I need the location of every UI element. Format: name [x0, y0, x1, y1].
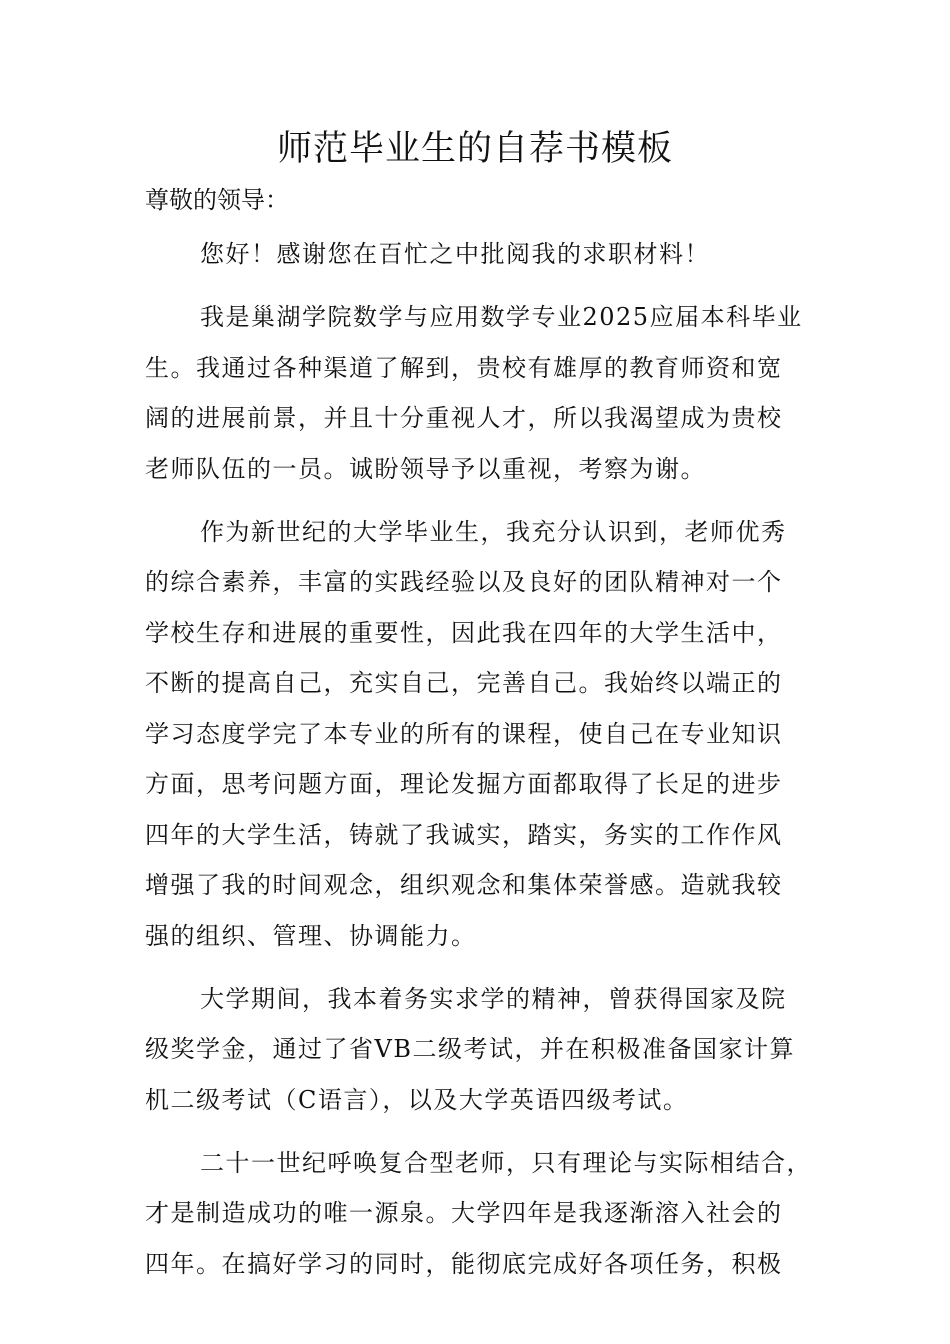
paragraph-line: 级奖学金，通过了省VB二级考试，并在积极准备国家计算	[145, 1035, 795, 1063]
paragraph-line: 的综合素养，丰富的实践经验以及良好的团队精神对一个	[145, 568, 783, 596]
paragraph-line: 学习态度学完了本专业的所有的课程，使自己在专业知识	[145, 719, 783, 748]
letter-paragraph	[145, 507, 815, 962]
letter-body	[145, 229, 815, 1302]
letter-paragraph	[145, 974, 815, 1126]
paragraph-line: 我是巢湖学院数学与应用数学专业2025应届本科毕业	[200, 303, 803, 331]
paragraph-line: 您好！感谢您在百忙之中批阅我的求职材料！	[200, 240, 710, 268]
paragraph-line: 生。我通过各种渠道了解到，贵校有雄厚的教育师资和宽	[145, 353, 783, 382]
paragraph-line: 方面，思考问题方面，理论发掘方面都取得了长足的进步	[145, 770, 783, 798]
paragraph-line: 才是制造成功的唯一源泉。大学四年是我逐渐溶入社会的	[145, 1199, 783, 1227]
paragraph-line: 阔的进展前景，并且十分重视人才，所以我渴望成为贵校	[145, 404, 783, 432]
letter-paragraph	[145, 1138, 815, 1290]
paragraph-line: 二十一世纪呼唤复合型老师，只有理论与实际相结合，	[200, 1148, 812, 1177]
paragraph-line: 四年的大学生活，铸就了我诚实，踏实，务实的工作作风	[145, 820, 783, 849]
paragraph-line: 学校生存和进展的重要性，因此我在四年的大学生活中，	[145, 618, 783, 647]
salutation: 尊敬的领导：	[145, 186, 289, 214]
paragraph-line: 机二级考试（C语言），以及大学英语四级考试。	[145, 1085, 689, 1114]
paragraph-line: 老师队伍的一员。诚盼领导予以重视，考察为谢。	[145, 454, 706, 483]
paragraph-line: 强的组织、管理、协调能力。	[145, 921, 477, 950]
document-title: 师范毕业生的自荐书模板	[276, 129, 673, 169]
paragraph-line: 四年。在搞好学习的同时，能彻底完成好各项任务，积极	[145, 1249, 783, 1278]
paragraph-line: 增强了我的时间观念，组织观念和集体荣誉感。造就我较	[145, 871, 783, 899]
paragraph-line: 不断的提高自己，充实自己，完善自己。我始终以端正的	[145, 669, 783, 697]
paragraph-line: 大学期间，我本着务实求学的精神，曾获得国家及院	[200, 984, 787, 1013]
letter-paragraph	[145, 229, 815, 280]
paragraph-line: 作为新世纪的大学毕业生，我充分认识到，老师优秀	[200, 517, 787, 546]
letter-paragraph	[145, 292, 815, 494]
